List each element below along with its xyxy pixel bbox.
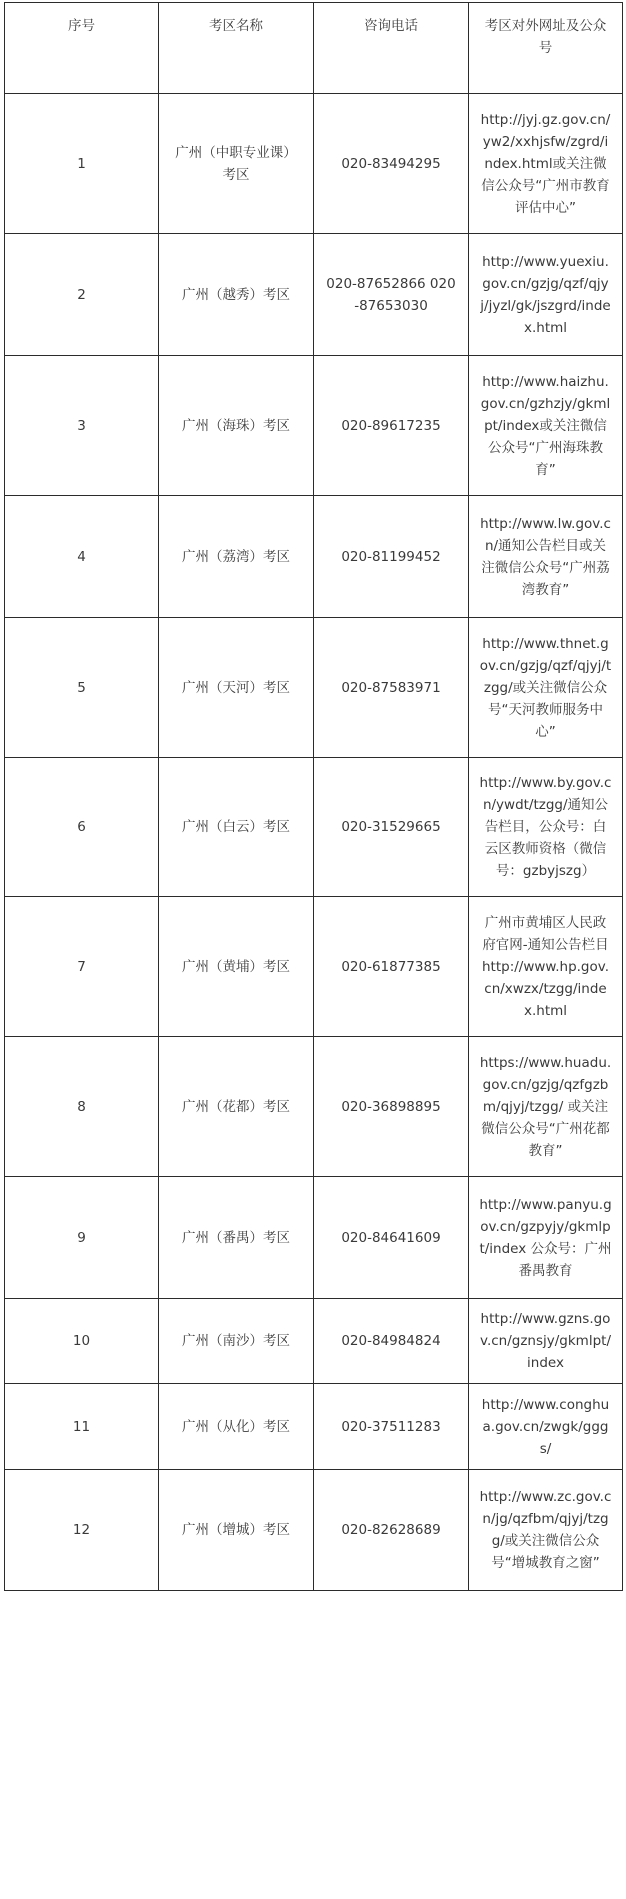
header-district-name: 考区名称 (159, 3, 314, 94)
cell-website: http://jyj.gz.gov.cn/yw2/xxhjsfw/zgrd/index.html或关注微信公众号“广州市教育评估中心” (469, 94, 623, 234)
table-row (5, 1384, 623, 1470)
cell-serial-number: 2 (5, 234, 159, 356)
table-row (5, 618, 623, 758)
cell-serial-number: 3 (5, 356, 159, 496)
table-header-row (5, 3, 623, 94)
cell-district-name: 广州（天河）考区 (159, 618, 314, 758)
cell-serial-number: 9 (5, 1177, 159, 1299)
table-row (5, 356, 623, 496)
cell-serial-number: 6 (5, 758, 159, 897)
cell-district-name: 广州（从化）考区 (159, 1384, 314, 1470)
cell-district-name: 广州（黄埔）考区 (159, 897, 314, 1037)
table-row (5, 897, 623, 1037)
cell-phone: 020-37511283 (314, 1384, 469, 1470)
cell-website: http://www.conghua.gov.cn/zwgk/gggs/ (469, 1384, 623, 1470)
cell-district-name: 广州（越秀）考区 (159, 234, 314, 356)
cell-website: 广州市黄埔区人民政府官网-通知公告栏目 http://www.hp.gov.cn/xwzx/tzgg/index.html (469, 897, 623, 1037)
cell-website: https://www.huadu.gov.cn/gzjg/qzfgzbm/qjyj/tzgg/ 或关注微信公众号“广州花都教育” (469, 1037, 623, 1177)
cell-district-name: 广州（花都）考区 (159, 1037, 314, 1177)
table-row (5, 758, 623, 897)
cell-phone: 020-87652866 020-87653030 (314, 234, 469, 356)
table-row (5, 234, 623, 356)
cell-website: http://www.haizhu.gov.cn/gzhzjy/gkmlpt/index或关注微信公众号“广州海珠教育” (469, 356, 623, 496)
cell-website: http://www.by.gov.cn/ywdt/tzgg/通知公告栏目，公众号：白云区教师资格（微信号：gzbyjszg） (469, 758, 623, 897)
cell-website: http://www.lw.gov.cn/通知公告栏目或关注微信公众号“广州荔湾教育” (469, 496, 623, 618)
table-row (5, 1299, 623, 1384)
cell-website: http://www.panyu.gov.cn/gzpyjy/gkmlpt/index 公众号：广州番禺教育 (469, 1177, 623, 1299)
cell-phone: 020-84984824 (314, 1299, 469, 1384)
cell-serial-number: 10 (5, 1299, 159, 1384)
cell-serial-number: 12 (5, 1470, 159, 1591)
cell-district-name: 广州（增城）考区 (159, 1470, 314, 1591)
cell-serial-number: 7 (5, 897, 159, 1037)
cell-district-name: 广州（荔湾）考区 (159, 496, 314, 618)
cell-website: http://www.zc.gov.cn/jg/qzfbm/qjyj/tzgg/或关注微信公众号“增城教育之窗” (469, 1470, 623, 1591)
cell-district-name: 广州（海珠）考区 (159, 356, 314, 496)
cell-phone: 020-82628689 (314, 1470, 469, 1591)
table-row (5, 1470, 623, 1591)
table-row (5, 1037, 623, 1177)
cell-phone: 020-31529665 (314, 758, 469, 897)
cell-phone: 020-87583971 (314, 618, 469, 758)
exam-district-contact-table (4, 2, 623, 1591)
cell-phone: 020-81199452 (314, 496, 469, 618)
cell-website: http://www.gzns.gov.cn/gznsjy/gkmlpt/index (469, 1299, 623, 1384)
cell-phone: 020-83494295 (314, 94, 469, 234)
header-serial-number: 序号 (5, 3, 159, 94)
cell-website: http://www.thnet.gov.cn/gzjg/qzf/qjyj/tzgg/或关注微信公众号“天河教师服务中心” (469, 618, 623, 758)
table-row (5, 1177, 623, 1299)
cell-phone: 020-89617235 (314, 356, 469, 496)
cell-district-name: 广州（白云）考区 (159, 758, 314, 897)
cell-serial-number: 8 (5, 1037, 159, 1177)
table-row (5, 94, 623, 234)
cell-website: http://www.yuexiu.gov.cn/gzjg/qzf/qjyj/jyzl/gk/jszgrd/index.html (469, 234, 623, 356)
header-website: 考区对外网址及公众号 (469, 3, 623, 94)
cell-serial-number: 4 (5, 496, 159, 618)
cell-serial-number: 5 (5, 618, 159, 758)
cell-phone: 020-36898895 (314, 1037, 469, 1177)
header-phone: 咨询电话 (314, 3, 469, 94)
cell-serial-number: 11 (5, 1384, 159, 1470)
cell-serial-number: 1 (5, 94, 159, 234)
cell-district-name: 广州（南沙）考区 (159, 1299, 314, 1384)
cell-district-name: 广州（中职专业课）考区 (159, 94, 314, 234)
cell-phone: 020-61877385 (314, 897, 469, 1037)
cell-phone: 020-84641609 (314, 1177, 469, 1299)
cell-district-name: 广州（番禺）考区 (159, 1177, 314, 1299)
table-row (5, 496, 623, 618)
